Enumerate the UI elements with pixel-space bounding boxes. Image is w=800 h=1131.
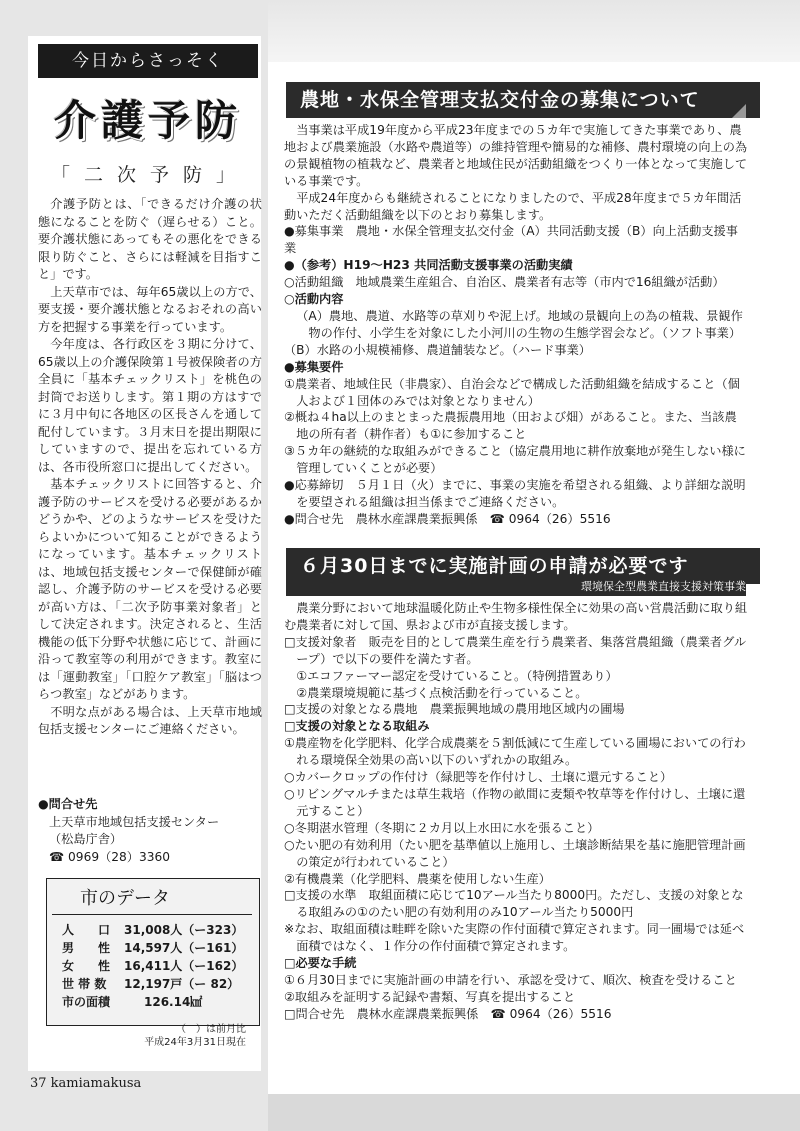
section2-subheading: 環境保全型農業直接支援対策事業 bbox=[286, 578, 746, 596]
kaigo-paragraph: 今年度は、各行政区を３期に分けて、65歳以上の介護保険第１号被保険者の方全員に「基本チェックリスト」を桃色の封筒でお送りします。第１期の方はすでに３月中旬に各地区の区長さんを通して配付しています。３月末日を提出期限にしていますので、提出を忘れている方は、各市役所窓口に提出してください。 bbox=[38, 337, 262, 474]
city-data-label: 女 性 bbox=[62, 959, 111, 973]
section1-corner-triangle bbox=[732, 104, 746, 118]
city-data-note: （ ）は前月比 bbox=[176, 1024, 246, 1035]
section2-line: □問合せ先 農林水産課農業振興係 ☎ 0964（26）5516 bbox=[284, 1006, 612, 1021]
kaigo-paragraph: 基本チェックリストに回答すると、介護予防のサービスを受ける必要があるかどうかや、どのようなサービスを受けたらよいかについて知ることができるようになっています。基本チェックリストは、地域包括支援センターで保健師が確認し、介護予防のサービスを受ける必要が高い方は、「二次予防事業対象者」として決定されます。決定されると、生活機能の低下分野や状態に応じて、計画に沿って教室等の利用ができます。教室には「運動教室」「口腔ケア教室」「脳はつらつ教室」などがあります。 bbox=[38, 477, 262, 701]
kaigo-contact bbox=[38, 796, 262, 866]
bottom-gray-strip bbox=[268, 1094, 800, 1131]
section1-line: ●（参考）H19～H23 共同活動支援事業の活動実績 bbox=[284, 258, 573, 273]
kaigo-title: 介護予防 bbox=[53, 96, 242, 145]
section2-line: ②農業環境規範に基づく点検活動を行っていること。 bbox=[296, 685, 588, 700]
section2-line: ○カバークロップの作付け（緑肥等を作付けし、土壌に還元すること） bbox=[284, 770, 673, 785]
city-data-row bbox=[62, 958, 252, 974]
kaigo-subtitle: 「二次予防」 bbox=[50, 164, 249, 186]
section1-line: ○活動内容 bbox=[284, 292, 344, 307]
section1-body bbox=[284, 122, 748, 528]
section2-line: ①６月30日までに実施計画の申請を行い、承認を受けて、順次、検査を受けること bbox=[284, 972, 737, 987]
city-data-title: 市のデータ bbox=[80, 888, 170, 909]
kaigo-paragraph: 上天草市では、毎年65歳以上の方で、要支援・要介護状態となるおそれの高い方を把握する事業を行っています。 bbox=[38, 284, 262, 334]
city-data-value: 12,197戸（ー 82） bbox=[124, 977, 240, 991]
top-gray-strip bbox=[268, 0, 800, 62]
section1-line: （B）水路の小規模補修、農道舗装など。（ハード事業） bbox=[284, 342, 591, 357]
section1-line: ●募集要件 bbox=[284, 359, 344, 374]
contact-line: 上天草市地域包括支援センター bbox=[49, 814, 220, 829]
section2-line: □支援対象者 販売を目的として農業生産を行う農業者、集落営農組織（農業者グループ）で以下の要件を満たす者。 bbox=[284, 634, 747, 666]
contact-heading: ●問合せ先 bbox=[38, 797, 98, 811]
section2-line: □支援の対象となる農地 農業振興地域の農用地区域内の圃場 bbox=[284, 702, 625, 717]
contact-line: （松島庁舎） bbox=[49, 832, 123, 846]
kaigo-banner: 今日からさっそく bbox=[38, 44, 258, 78]
page-number: 37 kamiamakusa bbox=[30, 1076, 142, 1091]
section2-line: ①エコファーマー認定を受けていること。（特例措置あり） bbox=[296, 668, 618, 683]
section1-line: 当事業は平成19年度から平成23年度までの５カ年で実施してきた事業であり、農地および農業施設（水路や農道等）の維持管理や簡易的な補修、農村環境の向上の為の景観植物の植栽など、農業者と地域住民が活動組織をつくり一体となって実施している事業です。 bbox=[284, 123, 748, 188]
section1-line: 平成24年度からも継続されることになりましたので、平成28年度まで５カ年間活動いただく活動組織を以下のとおり募集します。 bbox=[284, 190, 742, 222]
kaigo-body bbox=[38, 196, 262, 739]
city-data-date: 平成24年3月31日現在 bbox=[144, 1037, 246, 1048]
city-data-rule bbox=[52, 914, 252, 915]
kaigo-paragraph: 介護予防とは、「できるだけ介護の状態になることを防ぐ（遅らせる）こと。要介護状態にあってもその悪化をできる限り防ぐこと、さらには軽減を目指すこと」です。 bbox=[38, 197, 262, 281]
section2-line: ※なお、取組面積は畦畔を除いた実際の作付面積で算定されます。同一圃場では延べ面積ではなく、１作分の作付面積で算定されます。 bbox=[284, 922, 745, 954]
section2-line: □支援の水準 取組面積に応じて10アール当たり8000円。ただし、支援の対象となる取組みの①のたい肥の有効利用のみ10アール当たり5000円 bbox=[284, 888, 744, 920]
city-data-label: 人 口 bbox=[62, 923, 111, 937]
city-data-value: 14,597人（ー161） bbox=[124, 941, 244, 955]
section2-line: 農業分野において地球温暖化防止や生物多様性保全に効果の高い営農活動に取り組む農業者に対して国、県および市が直接支援します。 bbox=[284, 601, 748, 632]
section2-heading: ６月30日までに実施計画の申請が必要です bbox=[286, 548, 760, 584]
section2-line: ○たい肥の有効利用（たい肥を基準値以上施用し、土壌診断結果を基に施肥管理計画の策定が行われていること） bbox=[284, 837, 746, 869]
section1-line: ●応募締切 ５月１日（火）までに、事業の実施を希望される組織、より詳細な説明を要望される組織は担当係までご連絡ください。 bbox=[284, 478, 746, 509]
city-data-label: 市の面積 bbox=[62, 995, 111, 1009]
city-data-value: 126.14㎢ bbox=[144, 995, 203, 1009]
section2-line: ○冬期湛水管理（冬期に２カ月以上水田に水を張ること） bbox=[284, 820, 600, 835]
section2-line: ○リビングマルチまたは草生栽培（作物の畝間に麦類や牧草等を作付けし、土壌に還元すること） bbox=[284, 786, 746, 818]
section1-line: ③５カ年の継続的な取組みができること（協定農用地に耕作放棄地が発生しない様に管理していくことが必要） bbox=[284, 444, 746, 476]
contact-phone: ☎ 0969（28）3360 bbox=[49, 849, 170, 864]
section2-line: □必要な手続 bbox=[284, 956, 357, 971]
section1-line: ○活動組織 地域農業生産組合、自治区、農業者有志等（市内で16組織が活動） bbox=[284, 275, 725, 290]
section1-line: ①農業者、地域住民（非農家）、自治会などで構成した活動組織を結成すること（個人および１団体のみでは対象となりません） bbox=[284, 376, 740, 408]
city-data-value: 31,008人（ー323） bbox=[124, 923, 244, 937]
city-data-label: 男 性 bbox=[62, 941, 111, 955]
section1-heading: 農地・水保全管理支払交付金の募集について bbox=[286, 82, 760, 118]
section2-line: ①農産物を化学肥料、化学合成農薬を５割低減にて生産している圃場においての行われる環境保全効果の高い以下のいずれかの取組み。 bbox=[284, 736, 746, 768]
section1-line: ②概ね４ha以上のまとまった農振農用地（田および畑）があること。また、当該農地の所有者（耕作者）も①に参加すること bbox=[284, 410, 737, 442]
city-data-row bbox=[62, 976, 252, 992]
city-data-row bbox=[62, 940, 252, 956]
section2-line: ②取組みを証明する記録や書類、写真を提出すること bbox=[284, 989, 576, 1004]
section1-line: ●問合せ先 農林水産課農業振興係 ☎ 0964（26）5516 bbox=[284, 511, 611, 526]
city-data-value: 16,411人（ー162） bbox=[124, 959, 244, 973]
section2-line: ②有機農業（化学肥料、農薬を使用しない生産） bbox=[284, 871, 551, 886]
section1-line: ●募集事業 農地・水保全管理支払交付金（A）共同活動支援（B）向上活動支援事業 bbox=[284, 224, 738, 256]
city-data-row bbox=[62, 994, 252, 1010]
section2-body bbox=[284, 600, 748, 1023]
city-data-label: 世 帯 数 bbox=[62, 977, 107, 991]
section1-line: （A）農地、農道、水路等の草刈りや泥上げ。地域の景観向上の為の植栽、景観作物の作付、小学生を対象にした小河川の生物の生態学習会など。（ソフト事業） bbox=[296, 308, 743, 340]
section2-line: □支援の対象となる取組み bbox=[284, 719, 430, 734]
kaigo-paragraph: 不明な点がある場合は、上天草市地域包括支援センターにご連絡ください。 bbox=[38, 704, 262, 736]
city-data-row bbox=[62, 922, 252, 938]
